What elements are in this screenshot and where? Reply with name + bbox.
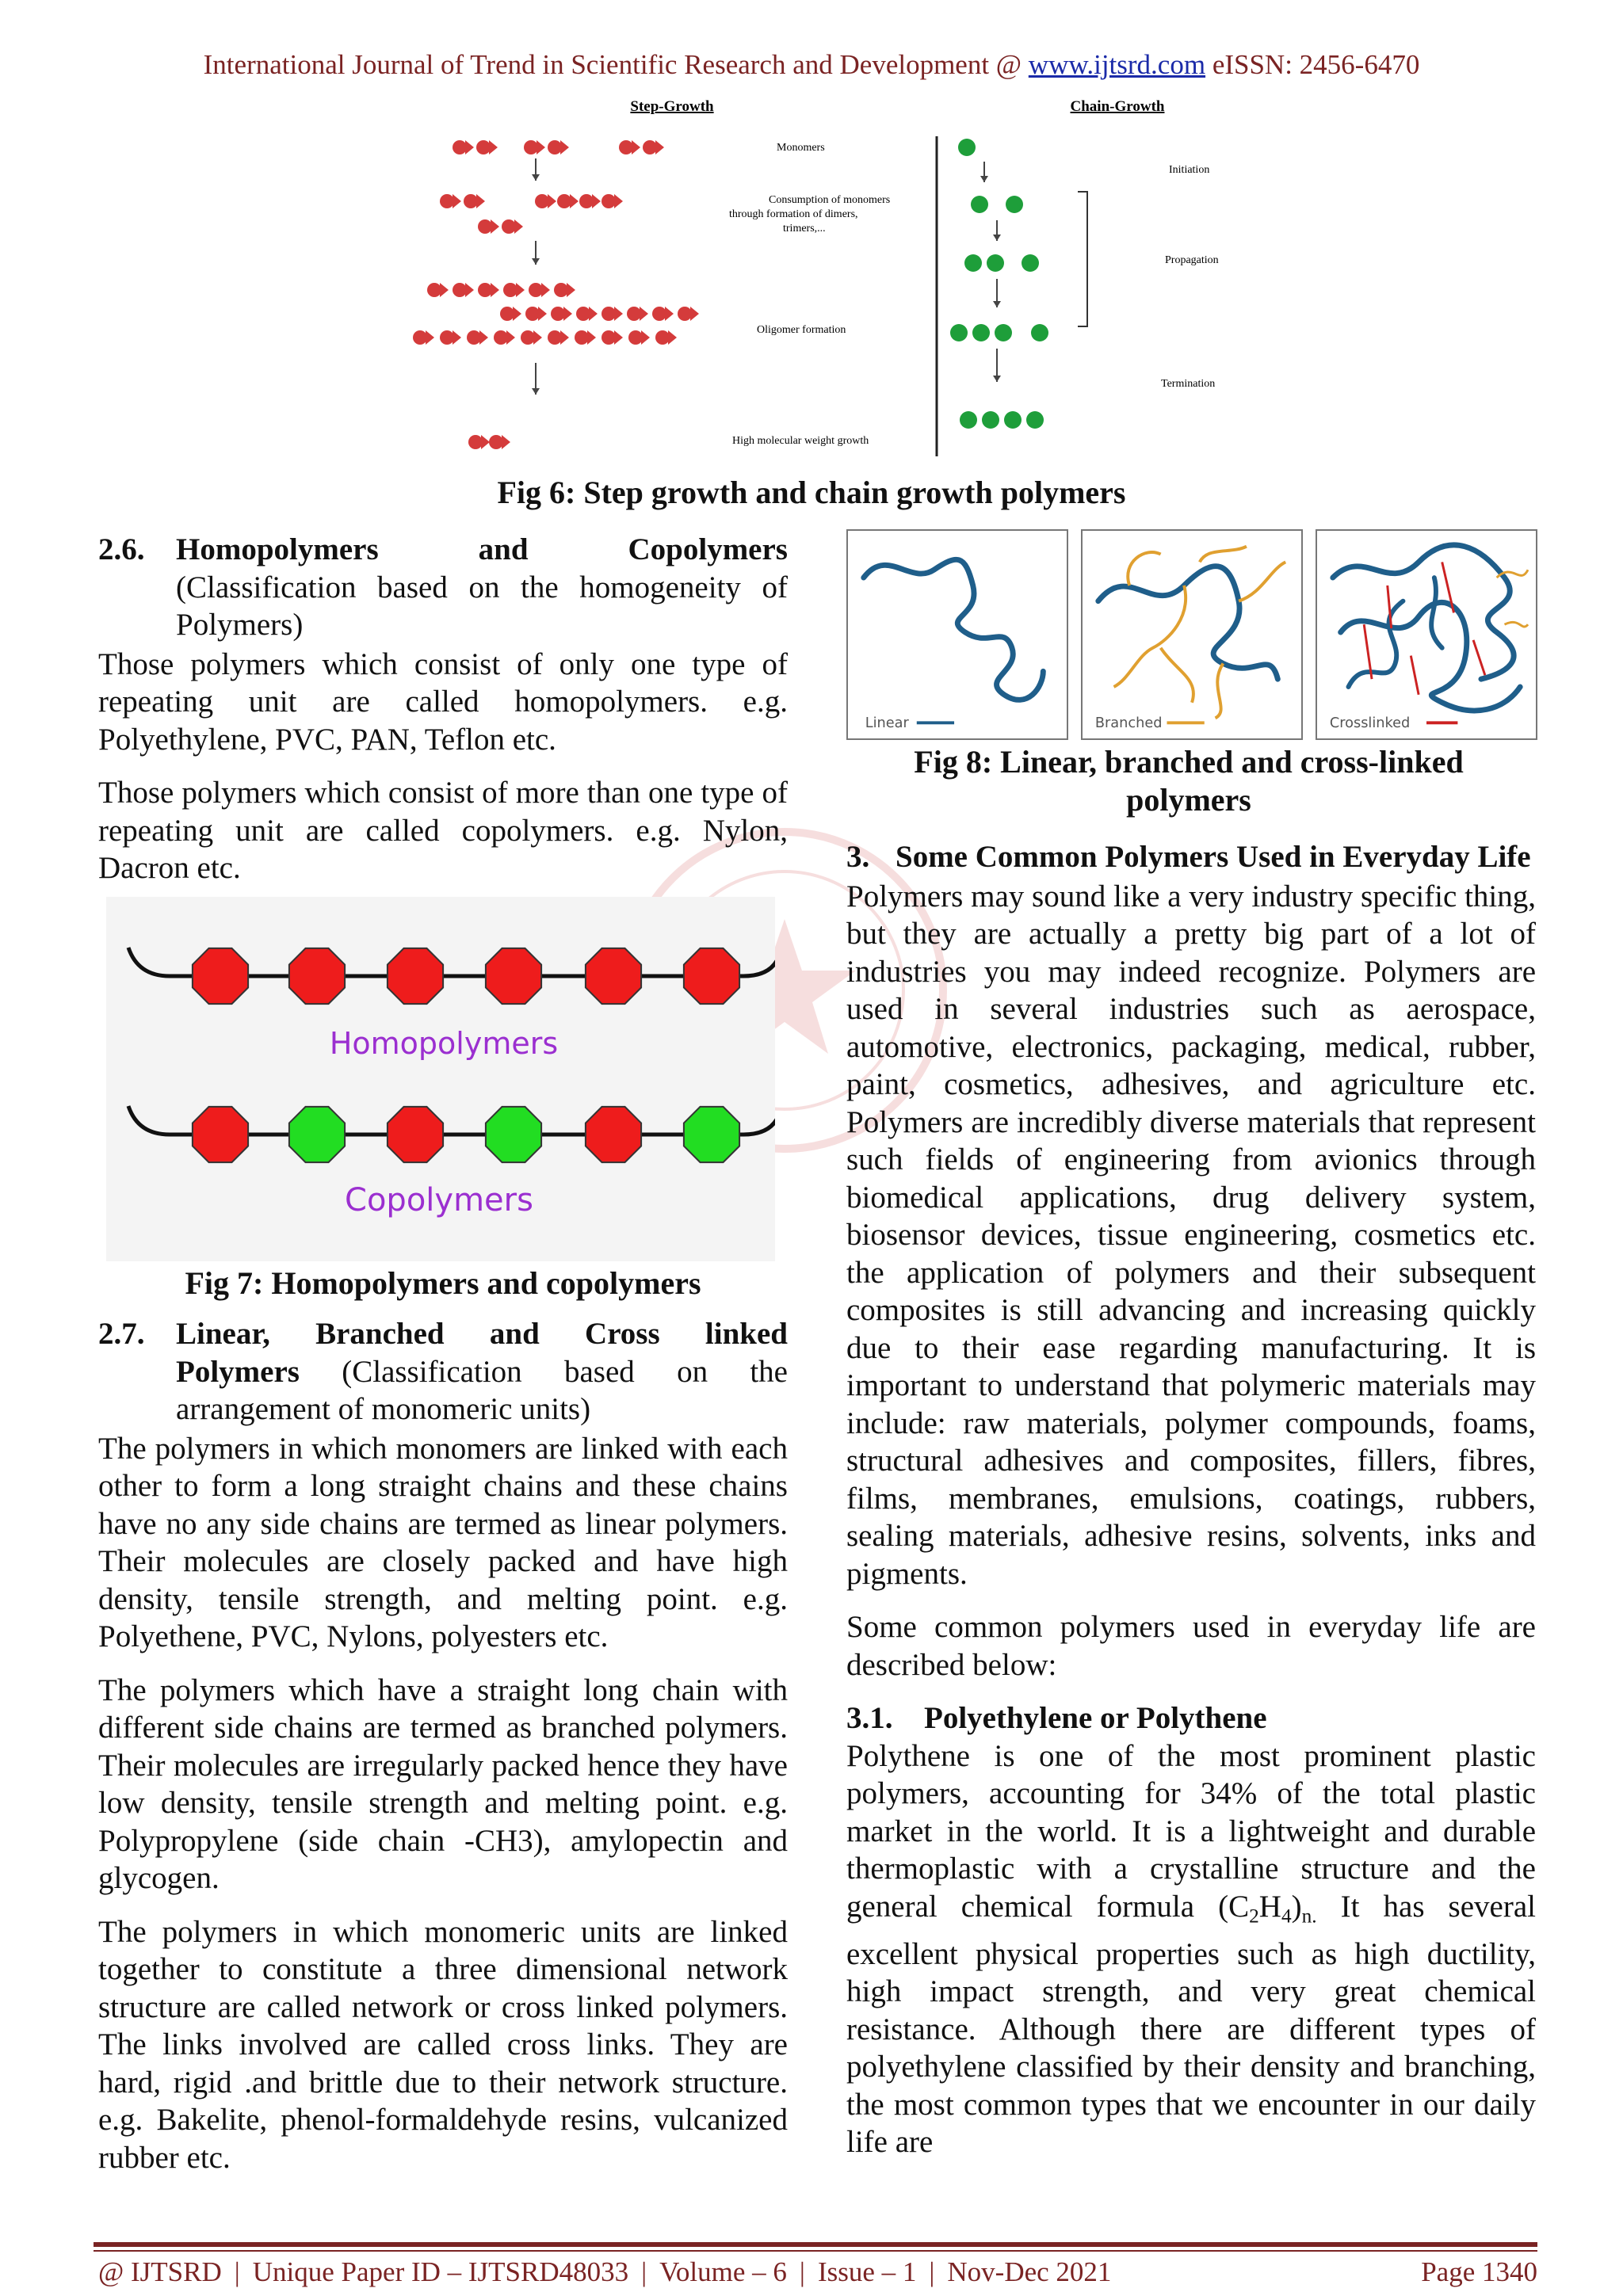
- chain-monomer: [1031, 324, 1048, 341]
- fig6-caption: Fig 6: Step growth and chain growth polymers: [497, 475, 1126, 510]
- polythene-text-c: ): [1291, 1889, 1302, 1924]
- homo-unit: [684, 948, 739, 1004]
- s26-word-2: and: [478, 532, 529, 566]
- step-monomer-tip: [479, 330, 488, 345]
- section-2-6-subtitle: (Classification based on the homogeneity of Polymers): [176, 570, 788, 642]
- down-arrowhead: [532, 258, 540, 265]
- step-monomer-tip: [632, 140, 640, 154]
- s27-word-3: and: [489, 1317, 540, 1351]
- fig8-branched-label: Branched: [1094, 715, 1163, 732]
- step-monomer-tip: [641, 330, 650, 345]
- step-monomer: [678, 307, 692, 321]
- step-monomer-tip: [491, 219, 499, 234]
- section-3-1-heading: [846, 1699, 1536, 1737]
- propagation-bracket: [1078, 192, 1087, 326]
- chain-monomer: [964, 254, 982, 272]
- footer-page-number: Page 1340: [1421, 2256, 1537, 2287]
- chain-monomer: [1026, 411, 1044, 429]
- polythene-text-d: It has several excellent physical properties such as high ductility, high impact strength, and very great chemical resistance. Although there are different types of polyethylene classified by their density and branching, the most common types that we encounter in our daily life are: [846, 1889, 1536, 2160]
- s27-sub-word-3: on: [677, 1354, 708, 1389]
- s27-word-2: Branched: [315, 1317, 445, 1351]
- step-monomer-tip: [506, 330, 515, 345]
- step-monomer-tip: [655, 140, 664, 154]
- fig6-label-oligomer: Oligomer formation: [757, 324, 846, 336]
- footer-issue: Issue – 1: [817, 2256, 917, 2287]
- step-monomer: [525, 307, 540, 321]
- down-arrowhead: [993, 376, 1001, 382]
- paragraph-linear-polymers: The polymers in which monomers are linked with each other to form a long straight chains and these chains have no any side chains are termed as linear polymers. Their molecules are closely packed and have high density, tensile strength, and melting point. e.g. Polyethene, PVC, Nylons, polyesters etc.: [98, 1431, 788, 1653]
- footer-journal: @ IJTSRD: [98, 2256, 222, 2287]
- step-monomer-tip: [502, 435, 510, 449]
- co-unit: [193, 1107, 248, 1162]
- step-monomer: [453, 283, 467, 297]
- fig8-crosslinked-panel: [1316, 529, 1537, 740]
- down-arrowhead: [532, 388, 540, 395]
- step-monomer-tip: [614, 330, 623, 345]
- homo-unit: [388, 948, 443, 1004]
- step-monomer: [502, 219, 516, 234]
- section-3-number: 3.: [846, 840, 870, 874]
- footer-date: Nov-Dec 2021: [947, 2256, 1112, 2287]
- paragraph-common-polymers: Polymers may sound like a very industry specific thing, but they are actually a pretty big part of a lot of industries you may indeed recognize. Polymers are used in several industries such as aerospace, automotive, electronics, packaging, medical, rubber, paint, cosmetics, adhesives, and agriculture etc. Polymers are incredibly diverse materials that represent such fields of engineering from avionics through biomedical applications, drug delivery system, biosensor devices, tissue engineering, cosmetics etc. the application of polymers and their subsequent composites is still advancing and increasing quickly due to their ease regarding manufacturing. It is important to understand that polymeric materials may include: raw materials, polymer compounds, foams, structural adhesives and composites, fillers, fibres, films, membranes, emulsions, coatings, rubbers, sealing materials, adhesive resins, solvents, inks and pigments.: [846, 879, 1536, 1591]
- step-monomer: [579, 194, 594, 208]
- fig6-label-initiation: Initiation: [1169, 164, 1210, 176]
- fig6-label-high-mw: High molecular weight growth: [732, 435, 869, 447]
- fig7-copolymer-chain: [128, 1106, 775, 1162]
- formula-sub-n: n.: [1301, 1905, 1317, 1928]
- step-monomer: [619, 140, 633, 154]
- section-2-7-heading: [98, 1315, 788, 1428]
- step-monomer-tip: [587, 330, 596, 345]
- step-monomer-tip: [668, 330, 677, 345]
- left-column-lower: [98, 1315, 788, 2192]
- step-monomer-tip: [592, 194, 601, 208]
- step-monomer-tip: [563, 307, 572, 321]
- step-monomer: [467, 330, 481, 345]
- paragraph-branched-polymers: The polymers which have a straight long chain with different side chains are termed as branched polymers. Their molecules are irregularly packed hence they have low density, tensile strength and melting point. e.g. Polypropylene (side chain -CH3), amylopectin and glycogen.: [98, 1672, 788, 1895]
- polythene-text-b: H: [1258, 1889, 1281, 1924]
- step-monomer: [468, 435, 483, 449]
- footer-volume: Volume – 6: [659, 2256, 787, 2287]
- fig8-caption: Fig 8: Linear, branched and cross-linked polymers: [914, 744, 1464, 818]
- s26-word-3: Copolymers: [628, 532, 788, 566]
- step-monomer: [440, 330, 454, 345]
- fig8-branched-panel: [1081, 529, 1303, 740]
- fig6-label-consumption-3: trimers,...: [783, 223, 826, 235]
- paragraph-homopolymers: Those polymers which consist of only one type of repeating unit are called homopolymers. e.g. Polyethylene, PVC, PAN, Teflon etc.: [98, 646, 788, 757]
- step-monomer: [464, 194, 478, 208]
- section-2-6-heading: [98, 531, 788, 644]
- step-monomer: [601, 194, 616, 208]
- s27-sub-word-4: the: [750, 1354, 788, 1389]
- step-monomer: [575, 330, 589, 345]
- step-monomer: [521, 330, 535, 345]
- fig8-crosslinked-label: Crosslinked: [1329, 715, 1411, 732]
- step-monomer: [628, 330, 643, 345]
- down-arrowhead: [993, 301, 1001, 307]
- step-monomer-tip: [489, 140, 498, 154]
- step-monomer: [427, 283, 441, 297]
- footer-rule-thick: [94, 2242, 1537, 2247]
- step-monomer-tip: [567, 283, 575, 297]
- fig6-label-termination: Termination: [1161, 378, 1216, 390]
- co-unit: [684, 1107, 739, 1162]
- step-monomer: [453, 140, 467, 154]
- section-2-7-title-line2: [176, 1353, 788, 1391]
- step-monomer-tip: [465, 140, 474, 154]
- step-monomer-tip: [560, 330, 569, 345]
- step-monomer: [576, 307, 590, 321]
- s27-polymers-word: Polymers: [176, 1354, 300, 1389]
- step-monomer: [652, 307, 666, 321]
- fig7-copolymers-label: Copolymers: [345, 1182, 533, 1219]
- step-monomer-tip: [440, 283, 449, 297]
- fig6-step-growth-diagram: [413, 140, 699, 449]
- step-monomer: [551, 307, 565, 321]
- paragraph-polythene: [846, 1737, 1536, 2161]
- step-monomer-tip: [538, 307, 547, 321]
- co-unit: [586, 1107, 641, 1162]
- chain-monomer: [950, 324, 968, 341]
- co-unit: [388, 1107, 443, 1162]
- fig7-homopolymers-label: Homopolymers: [329, 1026, 559, 1061]
- s27-word-5: linked: [705, 1317, 788, 1351]
- step-monomer-tip: [665, 307, 674, 321]
- s26-word-1: Homopolymers: [176, 532, 379, 566]
- section-2-7-number: 2.7.: [98, 1317, 145, 1351]
- step-monomer-tip: [491, 283, 499, 297]
- paragraph-crosslinked-polymers: The polymers in which monomeric units are linked together to constitute a three dimensional network structure are called network or cross linked polymers. The links involved are called cross links. They are hard, rigid .and brittle due to their network structure. e.g. Bakelite, phenol-formaldehyde resins, vulcanized rubber etc.: [98, 1914, 788, 2175]
- step-monomer: [503, 283, 517, 297]
- step-monomer-tip: [516, 283, 525, 297]
- step-monomer-tip: [426, 330, 434, 345]
- step-monomer-tip: [589, 307, 598, 321]
- step-monomer-tip: [548, 194, 556, 208]
- step-monomer: [627, 307, 641, 321]
- fig6-label-propagation: Propagation: [1165, 254, 1219, 266]
- step-monomer-tip: [465, 283, 474, 297]
- chain-monomer: [995, 324, 1012, 341]
- chain-monomer: [960, 411, 977, 429]
- step-monomer: [601, 307, 616, 321]
- step-monomer: [478, 283, 492, 297]
- fig6-step-growth-title: Step-Growth: [630, 98, 714, 115]
- step-monomer-tip: [690, 307, 699, 321]
- section-3-1-title: Polyethylene or Polythene: [924, 1701, 1267, 1735]
- chain-monomer: [987, 254, 1004, 272]
- formula-sub-2: 2: [1249, 1905, 1259, 1928]
- homo-unit: [586, 948, 641, 1004]
- homo-unit: [289, 948, 345, 1004]
- right-column: [846, 838, 1536, 2177]
- polythene-text-a: Polythene is one of the most prominent plastic polymers, accounting for 34% of the total plastic market in the world. It is a lightweight and durable thermoplastic with a crystalline structure and the general chemical formula (C: [846, 1738, 1536, 1924]
- paragraph-copolymers: Those polymers which consist of more than one type of repeating unit are called copolymers. e.g. Nylon, Dacron etc.: [98, 776, 788, 885]
- step-monomer: [476, 140, 491, 154]
- step-monomer-tip: [541, 283, 550, 297]
- step-monomer: [494, 330, 508, 345]
- step-monomer: [535, 194, 549, 208]
- fig6-chain-growth-title: Chain-Growth: [1070, 98, 1165, 115]
- section-2-6-title: [176, 531, 788, 569]
- step-monomer: [524, 140, 538, 154]
- chain-monomer: [1004, 411, 1022, 429]
- step-monomer-tip: [453, 330, 461, 345]
- chain-monomer: [1022, 254, 1039, 272]
- section-2-7-title-line3: arrangement of monomeric units): [176, 1392, 591, 1426]
- s27-sub-word-1: (Classification: [342, 1354, 522, 1389]
- homo-unit: [486, 948, 541, 1004]
- step-monomer-tip: [537, 140, 545, 154]
- step-monomer-tip: [513, 307, 521, 321]
- down-arrowhead: [980, 176, 988, 182]
- step-monomer: [554, 283, 568, 297]
- step-monomer-tip: [570, 194, 579, 208]
- homo-unit: [193, 948, 248, 1004]
- fig7-caption: Fig 7: Homopolymers and copolymers: [185, 1265, 701, 1301]
- step-monomer-tip: [614, 307, 623, 321]
- step-monomer: [489, 435, 503, 449]
- chain-monomer: [971, 196, 988, 213]
- figure-7-homo-copolymers: [106, 897, 775, 1261]
- s27-word-1: Linear,: [176, 1317, 270, 1351]
- step-monomer: [548, 140, 562, 154]
- journal-header: [0, 49, 1623, 81]
- s27-word-4: Cross: [585, 1317, 660, 1351]
- section-3-1-number: 3.1.: [846, 1701, 893, 1735]
- section-3-title: Some Common Polymers Used in Everyday Life: [896, 840, 1531, 874]
- chain-monomer: [972, 324, 990, 341]
- formula-sub-4: 4: [1281, 1905, 1292, 1928]
- step-monomer-tip: [614, 194, 623, 208]
- fig6-label-consumption-1: Consumption of monomers: [769, 194, 891, 206]
- journal-url-link[interactable]: www.ijtsrd.com: [1028, 49, 1206, 80]
- fig6-label-consumption-2: through formation of dimers,: [729, 208, 858, 220]
- step-monomer: [643, 140, 657, 154]
- section-2-7-title-line1: [176, 1315, 788, 1353]
- chain-monomer: [982, 411, 999, 429]
- section-3-heading: [846, 838, 1536, 876]
- step-monomer: [413, 330, 427, 345]
- step-monomer-tip: [476, 194, 485, 208]
- step-monomer: [601, 330, 616, 345]
- fig8-linear-label: Linear: [865, 715, 909, 732]
- page-footer: [98, 2256, 1537, 2288]
- step-monomer-tip: [514, 219, 523, 234]
- s27-sub-word-2: based: [563, 1354, 635, 1389]
- chain-monomer: [958, 139, 976, 156]
- fig6-chain-growth-diagram: [950, 139, 1087, 429]
- section-2-6-number: 2.6.: [98, 532, 145, 566]
- co-unit: [289, 1107, 345, 1162]
- step-monomer: [440, 194, 454, 208]
- footer-paper-id: Unique Paper ID – IJTSRD48033: [252, 2256, 629, 2287]
- step-monomer: [529, 283, 543, 297]
- journal-issn: eISSN: 2456-6470: [1205, 49, 1420, 80]
- fig7-homopolymer-chain: [128, 948, 775, 1004]
- step-monomer: [478, 219, 492, 234]
- step-monomer-tip: [560, 140, 569, 154]
- step-monomer-tip: [453, 194, 461, 208]
- footer-rule-thin: [94, 2250, 1537, 2252]
- step-monomer: [500, 307, 514, 321]
- step-monomer-tip: [533, 330, 542, 345]
- chain-monomer: [1006, 196, 1023, 213]
- fig6-label-monomers: Monomers: [777, 142, 825, 154]
- step-monomer: [655, 330, 670, 345]
- paragraph-described-below: Some common polymers used in everyday life are described below:: [846, 1610, 1536, 1682]
- fig8-linear-panel: [846, 529, 1068, 740]
- down-arrowhead: [993, 235, 1001, 241]
- co-unit: [486, 1107, 541, 1162]
- down-arrowhead: [532, 174, 540, 181]
- footer-meta: @ IJTSRD | Unique Paper ID – IJTSRD48033 | Volume – 6 | Issue – 1 | Nov-Dec 2021: [98, 2256, 1112, 2287]
- step-monomer-tip: [640, 307, 648, 321]
- step-monomer: [557, 194, 571, 208]
- journal-name: International Journal of Trend in Scientific Research and Development @: [203, 49, 1029, 80]
- step-monomer-tip: [481, 435, 490, 449]
- step-monomer: [548, 330, 562, 345]
- left-column: [98, 531, 788, 903]
- figure-6-step-chain-growth: [396, 93, 1236, 460]
